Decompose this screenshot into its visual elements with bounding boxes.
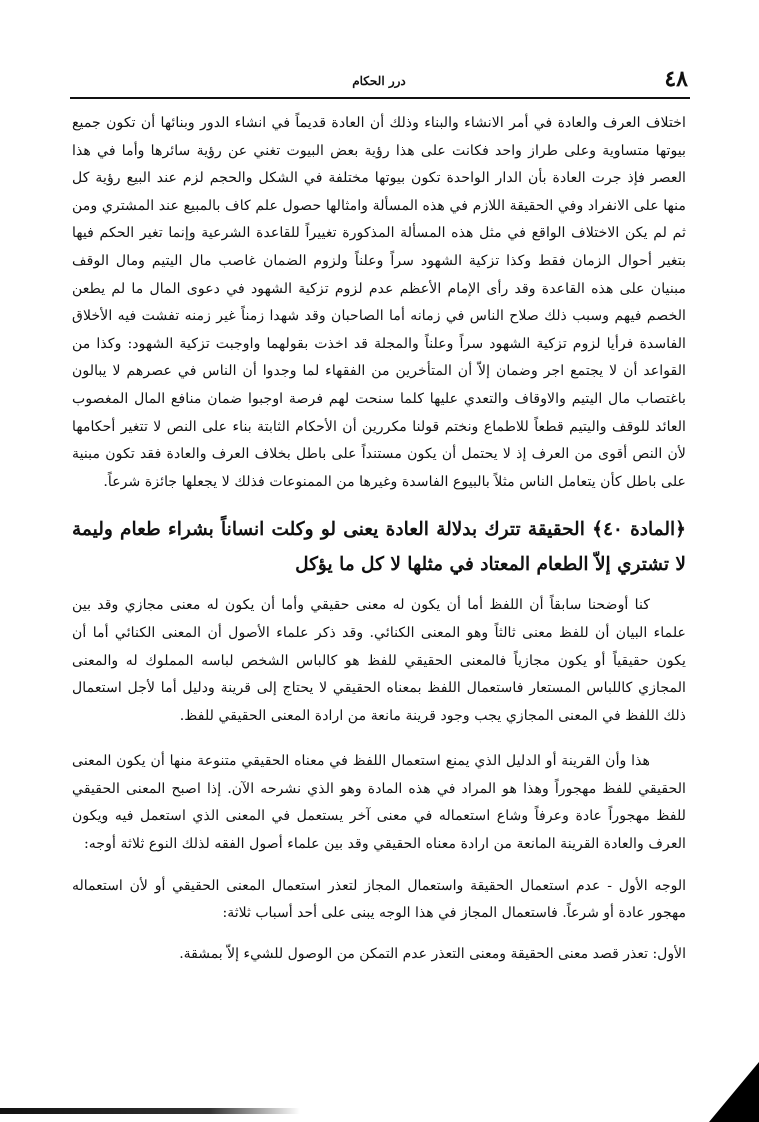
body-paragraph: اختلاف العرف والعادة في أمر الانشاء والبناء وذلك أن العادة قديماً في انشاء الدور وبنائها أن تكون جميع بيوتها متساوية وعلى طراز واحد فكانت على هذا رؤية بعض البيوت تغني عن رؤية سائرها وأما في هذا العصر فإذ جرت العادة بأن الدار الواحدة تكون بيوتها مختلفة في الشكل والحجم لزم عند البيع رؤية كل منها على الانفراد وفي الحقيقة اللازم في هذه المسألة وامثالها حصول علم كاف بالمبيع عند المشتري ومن ثم لم يكن الاختلاف الواقع في مثل هذه المسألة المذكورة تغييراً للقاعدة الشرعية وإنما تغير الحكم فيها بتغير أحوال الزمان فقط وكذا تزكية الشهود سراً وعلناً ولزوم الضمان غاصب مال اليتيم ومال الوقف مبنيان على هذه القاعدة وقد رأى الإمام الأعظم عدم لزوم تزكية الشهود في دعوى المال ما لم يطعن الخصم فيهم وسبب ذلك صلاح الناس في زمانه أما الصاحبان وقد شهدا زمناً غير زمنه تفشت فيه الأخلاق الفاسدة فرأيا لزوم تزكية الشهود سراً وعلناً والمجلة قد اخذت بقولهما واوجبت تزكية الشهود: وكذا من القواعد أن لا يجتمع اجر وضمان إلاّ أن المتأخرين من الفقهاء لما وجدوا أن الناس في عصرهم لا يبالون باغتصاب مال اليتيم والاوقاف والتعدي عليها كلما سنحت لهم فرصة اوجبوا ضمان منافع المال المغصوب العائد للوقف واليتيم قطعاً للاطماع ونختم قولنا مكررين أن الأحكام الثابتة بناء على النص لا تتغير أحكامها لأن النص أقوى من العرف إذ لا يحتمل أن يكون مستنداً على باطل بخلاف العرف والعادة فقد تكون مبنية على باطل كأن يتعامل الناس مثلاً بالبيوع الفاسدة وغيرها من الممنوعات فذلك لا يجعلها جائزة شرعاً. — [72, 115, 686, 490]
article-heading: ﴿المادة ٤٠﴾ الحقيقة تترك بدلالة العادة يعنى لو وكلت انساناً بشراء طعام وليمة لا تشتري إلاّ الطعام المعتاد في مثلها لا كل ما يؤكل — [72, 519, 686, 576]
page-body — [72, 110, 686, 968]
header-rule — [70, 97, 690, 99]
running-title: درر الحكام — [352, 74, 406, 88]
page-header — [70, 64, 688, 98]
scan-edge-shadow — [0, 1108, 300, 1114]
commentary-paragraph: هذا وأن القرينة أو الدليل الذي يمنع استعمال اللفظ في معناه الحقيقي متنوعة منها أن يكون المعنى الحقيقي للفظ مهجوراً وهذا هو المراد في هذه المادة وهو الذي نشرحه الآن. إذا اصبح المعنى الحقيقي للفظ مهجوراً عادة وعرفاً وشاع استعماله في معنى آخر يستعمل في المعنى الذي استعمل فيه ويكون العرف والعادة القرينة المانعة من ارادة معناه الحقيقي وقد بين علماء أصول الفقه لذلك النوع ثلاثة أوجه: — [72, 753, 686, 853]
commentary-paragraph: كنا أوضحنا سابقاً أن اللفظ أما أن يكون له معنى حقيقي وأما أن يكون له معنى مجازي وقد بين علماء البيان أن للفظ معنى ثالثاً وهو المعنى الكنائي. وقد ذكر علماء الأصول أن المعنى الكنائي أما أن يكون حقيقياً أو يكون مجازياً فالمعنى الحقيقي للفظ هو كالباس الشخص لباسه المملوك له والمعنى المجازي كاللباس المستعار فاستعمال اللفظ بمعناه الحقيقي لا يحتاج إلى قرينة ودليل أما لأجل استعمال ذلك اللفظ في المعنى المجازي يجب وجود قرينة مانعة من ارادة المعنى الحقيقي للفظ. — [72, 597, 686, 724]
subsection-paragraph: الوجه الأول - عدم استعمال الحقيقة واستعمال المجاز لتعذر استعمال المعنى الحقيقي أو لأن استعماله مهجور عادة أو شرعاً. فاستعمال المجاز في هذا الوجه يبنى على أحد أسباب ثلاثة: — [72, 877, 686, 921]
subsection-paragraph: الأول: تعذر قصد معنى الحقيقة ومعنى التعذر عدم التمكن من الوصول للشيء إلاّ بمشقة. — [179, 945, 686, 962]
page-number: ٤٨ — [664, 66, 688, 92]
page-corner-shadow — [709, 1062, 759, 1122]
